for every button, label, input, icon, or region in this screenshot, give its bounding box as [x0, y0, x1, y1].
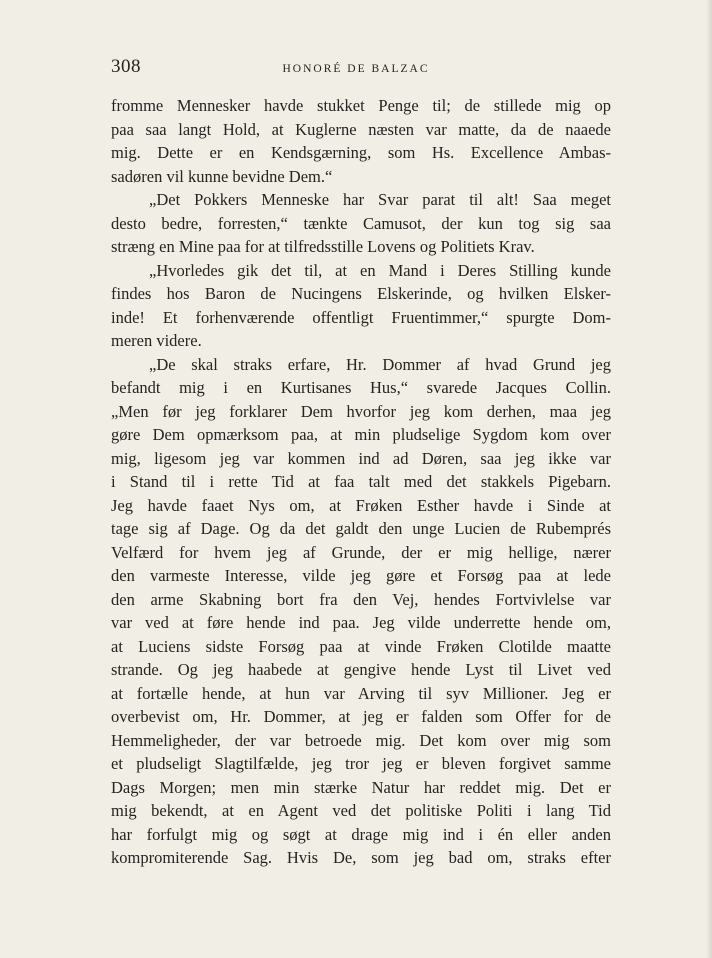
text-line: Jeg havde faaet Nys om, at Frøken Esther havde i Sinde at [111, 495, 611, 515]
text-line: at fortælle hende, at hun var Arving til syv Millioner. Jeg er [111, 683, 611, 703]
text-line: var ved at føre hende ind paa. Jeg vilde underrette hende om, [111, 613, 611, 632]
text-line: i Stand til i rette Tid at faa talt med det stakkels Pigebarn. [111, 472, 611, 491]
text-line: Hemmeligheder, der var betroede mig. Det kom over mig som [111, 730, 611, 750]
text-line: den arme Skabning bort fra den Vej, hendes Fortvivlelse var [111, 589, 611, 609]
text-line: Dags Morgen; men min stærke Natur har reddet mig. Det er [111, 777, 611, 797]
text-line: et pludseligt Slagtilfælde, jeg tror jeg er bleven forgivet samme [111, 754, 611, 773]
text-line: inde! Et forhenværende offentligt Fruentimmer,“ spurgte Dom- [111, 307, 611, 327]
text-line: den varmeste Interesse, vilde jeg gøre et Forsøg paa at lede [111, 566, 611, 585]
text-line: „Det Pokkers Menneske har Svar parat til alt! Saa meget [149, 190, 611, 209]
text-line: tage sig af Dage. Og da det galdt den unge Lucien de Rubemprés [111, 519, 611, 538]
text-line: at Luciens sidste Forsøg paa at vinde Frøken Clotilde maatte [111, 636, 611, 656]
text-line: mig bekendt, at en Agent ved det politiske Politi i lang Tid [111, 801, 611, 820]
text-line: gøre Dem opmærksom paa, at min pludselige Sygdom kom over [111, 425, 611, 444]
text-line: paa saa langt Hold, at Kuglerne næsten var matte, da de naaede [111, 119, 611, 139]
text-line: stræng en Mine paa for at tilfredsstille Lovens og Politiets Krav. [111, 237, 535, 256]
running-head: HONORÉ DE BALZAC [282, 63, 430, 75]
text-line: findes hos Baron de Nucingens Elskerinde, og hvilken Elsker- [111, 284, 611, 303]
text-line: mig. Dette er en Kendsgærning, som Hs. Excellence Ambas- [111, 143, 611, 162]
text-line: sadøren vil kunne bevidne Dem.“ [111, 166, 333, 186]
text-line: „Men før jeg forklarer Dem hvorfor jeg kom derhen, maa jeg [111, 401, 611, 421]
body-text [111, 94, 611, 870]
text-line: meren videre. [111, 331, 202, 350]
text-line: fromme Mennesker havde stukket Penge til; de stillede mig op [111, 96, 611, 115]
text-line: „De skal straks erfare, Hr. Dommer af hvad Grund jeg [149, 354, 611, 374]
text-line: „Hvorledes gik det til, at en Mand i Deres Stilling kunde [149, 260, 611, 280]
text-line: strande. Og jeg haabede at gengive hende Lyst til Livet ved [111, 660, 611, 679]
text-line: mig, ligesom jeg var kommen ind ad Døren, saa jeg ikke var [111, 448, 611, 468]
text-line: befandt mig i en Kurtisanes Hus,“ svarede Jacques Collin. [111, 378, 611, 397]
text-line: har forfulgt mig og søgt at drage mig ind i én eller anden [111, 824, 611, 844]
text-line: Velfærd for hvem jeg af Grunde, der er mig hellige, nærer [111, 542, 611, 562]
page-number: 308 [111, 56, 141, 77]
text-line: overbevist om, Hr. Dommer, at jeg er falden som Offer for de [111, 707, 611, 726]
page-edge [706, 0, 712, 958]
text-line: kompromiterende Sag. Hvis De, som jeg bad om, straks efter [111, 848, 611, 867]
text-line: desto bedre, forresten,“ tænkte Camusot, der kun tog sig saa [111, 213, 611, 233]
